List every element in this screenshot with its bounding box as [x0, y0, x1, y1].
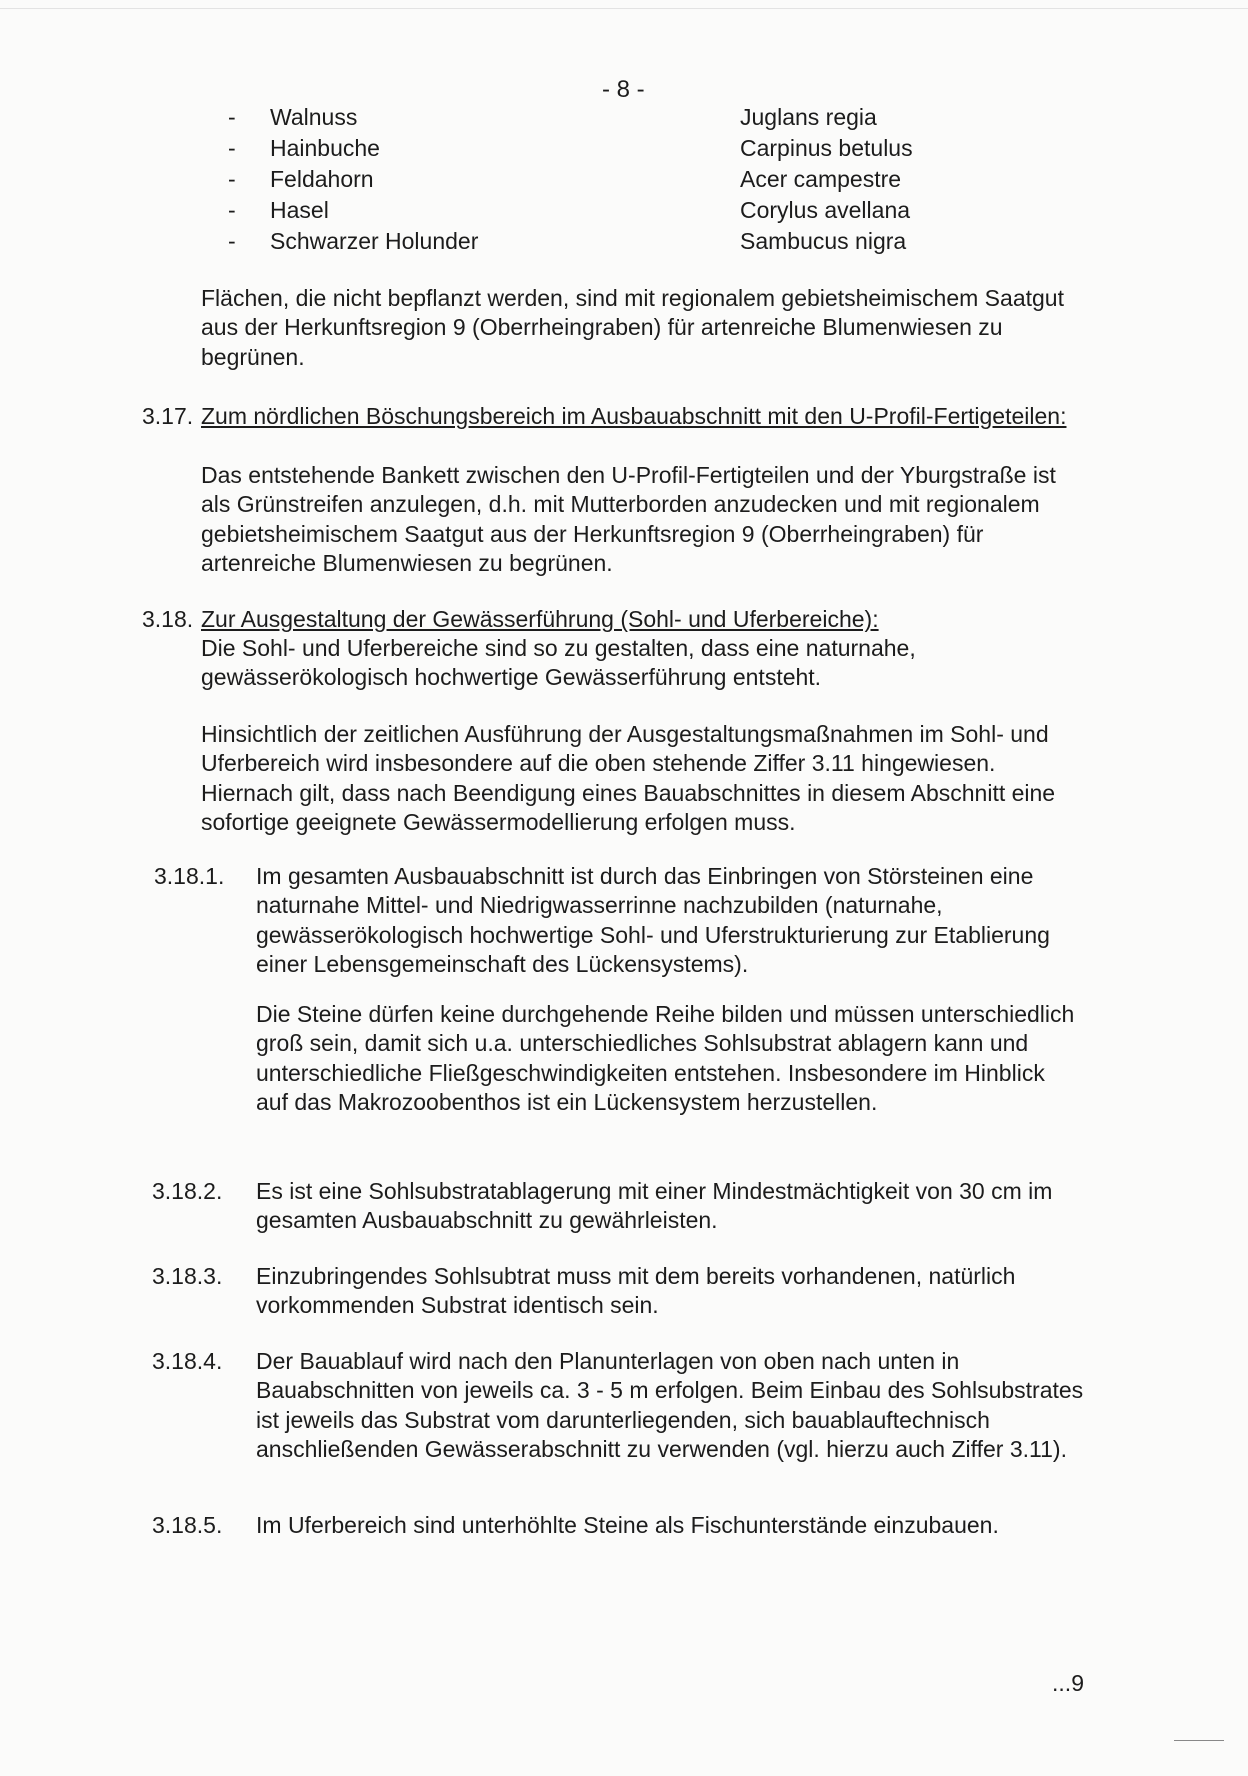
- section-text: Das entstehende Bankett zwischen den U-Profil-Fertigteilen und der Yburgstraße ist als Grünstreifen anzulegen, d.h. mit Mutterborden anzudecken und mit regionalem gebietsheimischem Saatgut aus der Herkunftsregion 9 (Oberrheingraben) für artenreiche Blumenwiesen zu begrünen.: [201, 462, 1056, 577]
- subsection-text: Einzubringendes Sohlsubtrat muss mit dem bereits vorhandenen, natürlich vorkommenden Substrat identisch sein.: [256, 1263, 1016, 1319]
- subsection-number: 3.18.1.: [154, 863, 225, 889]
- section-number: 3.17.: [142, 403, 194, 429]
- plant-row: [228, 102, 948, 133]
- plant-row: [228, 164, 948, 195]
- section-text: Hinsichtlich der zeitlichen Ausführung der Ausgestaltungsmaßnahmen im Sohl- und Uferbereich wird insbesondere auf die oben stehende Ziffer 3.11 hingewiesen. Hiernach gilt, dass nach Beendigung eines Bauabschnittes in diesem Abschnitt eine sofortige geeignete Gewässermodellierung erfolgen muss.: [201, 721, 1056, 836]
- footer-rule: [1174, 1740, 1224, 1741]
- continuation-marker: ...9: [1052, 1670, 1084, 1696]
- intro-paragraph: Flächen, die nicht bepflanzt werden, sind mit regionalem gebietsheimischem Saatgut aus der Herkunftsregion 9 (Oberrheingraben) für artenreiche Blumenwiesen zu begrünen.: [201, 285, 1064, 370]
- subsection-number: 3.18.2.: [152, 1178, 223, 1204]
- list-dash: -: [228, 228, 236, 254]
- section-text: Die Sohl- und Uferbereiche sind so zu gestalten, dass eine naturnahe, gewässerökologisch hochwertige Gewässerführung entsteht.: [201, 635, 916, 691]
- plant-latin-name: Juglans regia: [740, 104, 877, 130]
- section-number: 3.18.: [142, 606, 194, 632]
- plant-german-name: Schwarzer Holunder: [270, 228, 479, 254]
- subsection-text: Im Uferbereich sind unterhöhlte Steine als Fischunterstände einzubauen.: [256, 1512, 999, 1538]
- section-heading: Zur Ausgestaltung der Gewässerführung (Sohl- und Uferbereiche):: [201, 606, 879, 632]
- plant-row: [228, 133, 948, 164]
- plant-german-name: Hasel: [270, 197, 329, 223]
- plant-latin-name: Carpinus betulus: [740, 135, 913, 161]
- plant-row: [228, 226, 948, 257]
- section-heading: Zum nördlichen Böschungsbereich im Ausbauabschnitt mit den U-Profil-Fertigeteilen:: [201, 403, 1067, 429]
- plant-latin-name: Acer campestre: [740, 166, 902, 192]
- list-dash: -: [228, 104, 236, 130]
- subsection-text: Es ist eine Sohlsubstratablagerung mit einer Mindestmächtigkeit von 30 cm im gesamten Ausbauabschnitt zu gewährleisten.: [256, 1178, 1053, 1234]
- subsection-number: 3.18.5.: [152, 1512, 223, 1538]
- plant-latin-name: Corylus avellana: [740, 197, 911, 223]
- list-dash: -: [228, 197, 236, 223]
- plant-german-name: Walnuss: [270, 104, 358, 130]
- page-edge-line: [0, 8, 1248, 9]
- subsection-number: 3.18.3.: [152, 1263, 223, 1289]
- plant-row: [228, 195, 948, 226]
- list-dash: -: [228, 135, 236, 161]
- subsection-text: Der Bauablauf wird nach den Planunterlagen von oben nach unten in Bauabschnitten von jeweils ca. 3 - 5 m erfolgen. Beim Einbau des Sohlsubstrates ist jeweils das Substrat vom darunterliegenden, sich bauablauftechnisch anschließenden Gewässerabschnitt zu verwenden (vgl. hierzu auch Ziffer 3.11).: [256, 1348, 1084, 1463]
- list-dash: -: [228, 166, 236, 192]
- page-number: - 8 -: [602, 76, 645, 103]
- subsection-number: 3.18.4.: [152, 1348, 223, 1374]
- plant-german-name: Hainbuche: [270, 135, 380, 161]
- plant-latin-name: Sambucus nigra: [740, 228, 907, 254]
- plant-list: [228, 102, 948, 257]
- subsection-text: Im gesamten Ausbauabschnitt ist durch das Einbringen von Störsteinen eine naturnahe Mittel- und Niedrigwasserrinne nachzubilden (naturnahe, gewässerökologisch hochwertige Sohl- und Uferstrukturierung zur Etablierung einer Lebensgemeinschaft des Lückensystems).: [256, 863, 1050, 978]
- subsection-text: Die Steine dürfen keine durchgehende Reihe bilden und müssen unterschiedlich groß sein, damit sich u.a. unterschiedliches Sohlsubstrat ablagern kann und unterschiedliche Fließgeschwindigkeiten entstehen. Insbesondere im Hinblick auf das Makrozoobenthos ist ein Lückensystem herzustellen.: [256, 1001, 1075, 1116]
- plant-german-name: Feldahorn: [270, 166, 374, 192]
